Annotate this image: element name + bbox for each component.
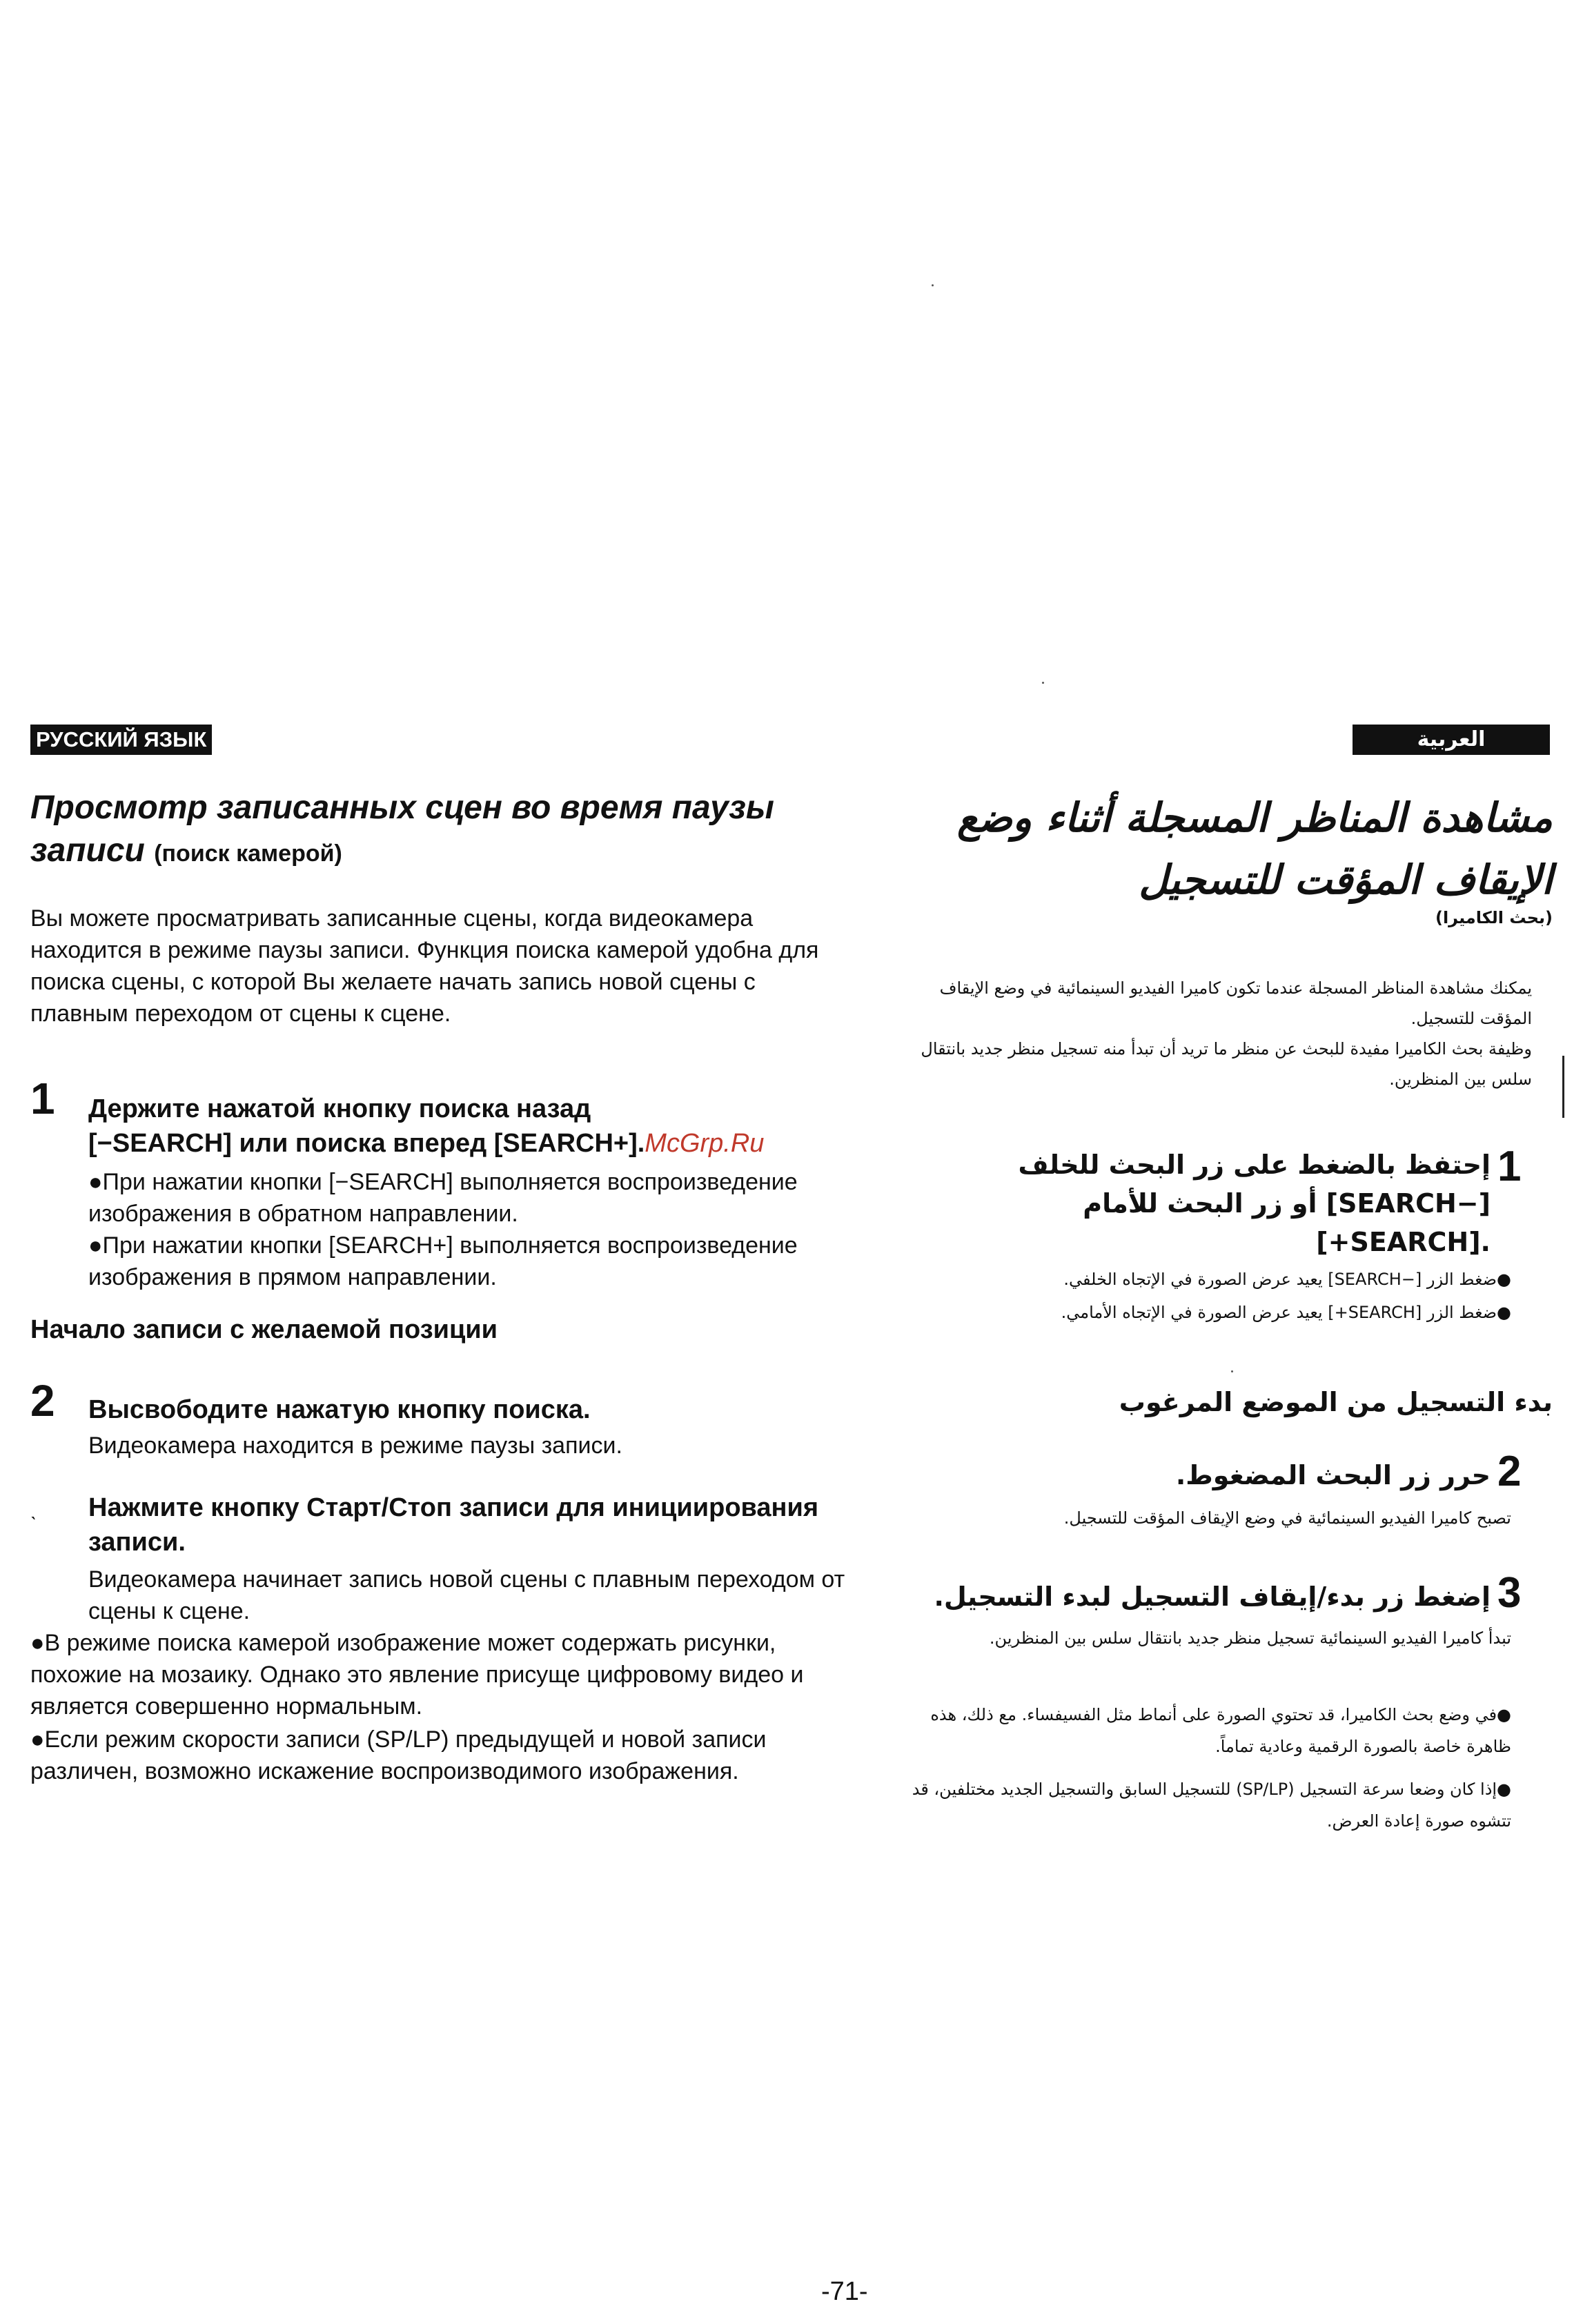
step-1-heading: [88, 1092, 868, 1161]
scan-speck: [1231, 1370, 1233, 1372]
step-3-heading-arabic: إضغط زر بدء/إيقاف التسجيل لبدء التسجيل.: [934, 1582, 1491, 1612]
note-1-russian: ●В режиме поиска камерой изображение может содержать рисунки, похожие на мозаику. Однако это явление присуще цифровому видео и является совершенно нормальным.: [30, 1630, 804, 1720]
step-1-bullet-1-arabic: ●ضغط الزر [−SEARCH] يعيد عرض الصورة في الإتجاه الخلفي.: [1063, 1270, 1511, 1289]
step-1-heading-line1: Держите нажатой кнопку поиска назад: [88, 1094, 591, 1123]
step-2-text-arabic: تصبح كاميرا الفيديو السينمائية في وضع الإيقاف المؤقت للتسجيل.: [1063, 1508, 1511, 1528]
step-1-heading-arabic: [890, 1145, 1491, 1261]
step-2-text: Видеокамера находится в режиме паузы записи.: [88, 1432, 622, 1459]
title-line-2: الإيقاف المؤقت للتسجيل: [1139, 856, 1553, 903]
step-1-bullet-2: ●При нажатии кнопки [SEARCH+] выполняется воспроизведение изображения в прямом направлении.: [88, 1232, 798, 1290]
language-tab-arabic: العربية: [1353, 725, 1550, 755]
step-3-text: Видеокамера начинает запись новой сцены с плавным переходом от сцены к сцене.: [88, 1566, 845, 1624]
step-1-heading-line2-text: [−SEARCH] или поиска вперед [SEARCH+].: [88, 1129, 645, 1158]
watermark: McGrp.Ru: [645, 1129, 765, 1158]
section-subheading-russian: Начало записи с желаемой позиции: [30, 1315, 498, 1344]
language-tab-russian: РУССКИЙ ЯЗЫК: [30, 725, 212, 755]
note-2-russian: ●Если режим скорости записи (SP/LP) предыдущей и новой записи различен, возможно искажение воспроизводимого изображения.: [30, 1726, 767, 1784]
page-title-russian: [30, 787, 824, 875]
note-2-arabic: ●إذا كان وضعا سرعة التسجيل (SP/LP) للتسجيل السابق والتسجيل الجديد مختلفين، قد تتشوه صورة إعادة العرض.: [912, 1780, 1511, 1831]
scan-speck: [1042, 682, 1044, 684]
title-line-1: مشاهدة المناظر المسجلة أثناء وضع: [957, 794, 1553, 841]
page-number: -71-: [821, 2277, 868, 2306]
step-2-number: 2: [30, 1376, 55, 1426]
step-1-heading-line3-arabic: .[SEARCH+]: [1316, 1227, 1491, 1257]
note-1-arabic: ●في وضع بحث الكاميرا، قد تحتوي الصورة على أنماط مثل الفسيفساء. مع ذلك، هذه ظاهرة خاصة بالصورة الرقمية وعادية تماماً.: [930, 1705, 1511, 1756]
step-1-bullet-2-arabic: ●ضغط الزر [SEARCH+] يعيد عرض الصورة في الإتجاه الأمامي.: [1061, 1303, 1511, 1322]
step-3-number-arabic: 3: [1497, 1569, 1522, 1617]
page-title-arabic: [890, 787, 1553, 911]
step-1-bullet-1: ●При нажатии кнопки [−SEARCH] выполняется воспроизведение изображения в обратном направлении.: [88, 1169, 798, 1227]
intro-paragraph-1-arabic: يمكنك مشاهدة المناظر المسجلة عندما تكون كاميرا الفيديو السينمائية في وضع الإيقاف المؤقت للتسجيل.: [939, 978, 1532, 1028]
step-2-heading: Высвободите нажатую кнопку поиска.: [88, 1395, 591, 1424]
step-3-text-arabic: تبدأ كاميرا الفيديو السينمائية تسجيل منظر جديد بانتقال سلس بين المنظرين.: [989, 1628, 1511, 1648]
step-3-number: ˎ: [30, 1497, 37, 1520]
margin-rule: [1562, 1056, 1564, 1118]
step-1-number-arabic: 1: [1497, 1143, 1522, 1190]
step-1-heading-line2: [88, 1126, 868, 1161]
step-1-heading-line2-arabic: [−SEARCH] أو زر البحث للأمام: [1083, 1188, 1491, 1219]
step-1-number: 1: [30, 1074, 55, 1123]
step-1-heading-line1-arabic: إحتفظ بالضغط على زر البحث للخلف: [1018, 1150, 1491, 1180]
step-2-heading-arabic: حرر زر البحث المضغوط.: [1175, 1460, 1491, 1490]
section-subheading-arabic: بدء التسجيل من الموضع المرغوب: [1119, 1387, 1553, 1417]
title-subtitle: (поиск камерой): [154, 840, 342, 867]
title-text: Просмотр записанных сцен во время паузы записи: [30, 789, 774, 869]
scan-speck: [932, 284, 934, 286]
intro-paragraph-2-arabic: وظيفة بحث الكاميرا مفيدة للبحث عن منظر ما تريد أن تبدأ منه تسجيل منظر جديد بانتقال سلس بين المنظرين.: [921, 1039, 1532, 1089]
intro-paragraph-russian: Вы можете просматривать записанные сцены, когда видеокамера находится в режиме паузы записи. Функция поиска камерой удобна для поиска сцены, с которой Вы желаете начать запись новой сцены с плавным переходом от сцены к сцене.: [30, 905, 819, 1027]
title-subtitle-arabic: (بحث الكاميرا): [1435, 908, 1553, 927]
step-3-heading: Нажмите кнопку Старт/Стоп записи для инициирования записи.: [88, 1493, 819, 1557]
step-2-number-arabic: 2: [1497, 1448, 1522, 1495]
